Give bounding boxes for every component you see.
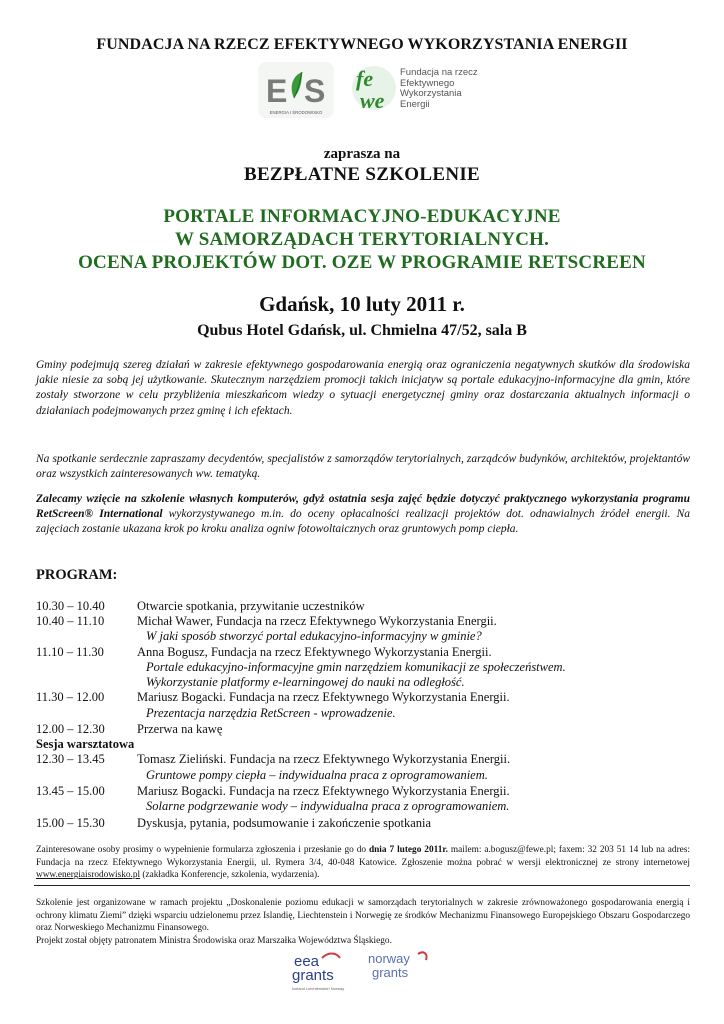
intro-paragraph-1: Gminy podejmują szereg działań w zakresie efektywnego gospodarowania energią oraz ograniczenia negatywnych skutków dla środowiska jakie niesie za sobą jej użytkowanie. Skutecznym narzędziem promocji takich inicjatyw są portale edukacyjno-informacyjne dla gmin, które zostały stworzone w celu przybliżenia mieszkańcom wiedzy o sytuacji energetycznej gminy oraz dostarczania aktualnych informacji o działaniach podejmowanych przez gminę i ich efektach. (36, 359, 690, 417)
norway-logo-word: norway (368, 951, 410, 966)
program-desc: Dyskusja, pytania, podsumowanie i zakończenie spotkania (137, 816, 432, 830)
fewe-logo-line: Efektywnego (400, 77, 455, 89)
registration-text: (zakładka Konferencje, szkolenia, wydarzenia). (140, 870, 320, 881)
registration-deadline: dnia 7 lutego 2011r. (368, 845, 448, 855)
fewe-logo-line: Energii (400, 98, 430, 110)
norway-grants-logo (366, 948, 432, 984)
program-topic: Gruntowe pompy ciepła – indywidualna praca z oprogramowaniem. (146, 768, 488, 782)
invite-line: zaprasza na (323, 146, 401, 162)
program-time: 12.30 – 13.45 (36, 752, 105, 766)
program-heading: PROGRAM: (36, 567, 118, 583)
training-subtitle: BEZPŁATNE SZKOLENIE (243, 164, 481, 185)
event-title-line-2: W SAMORZĄDACH TERYTORIALNYCH. (174, 229, 550, 250)
eea-logo-word: grants (292, 967, 334, 984)
registration-text: Zainteresowane osoby prosimy o wypełnienie formularza zgłoszenia i przesłanie go do (36, 845, 369, 855)
svg-text:S: S (304, 73, 326, 109)
eea-logo-caption: Iceland Liechtenstein Norway (292, 986, 345, 991)
intro-paragraph-2: Na spotkanie serdecznie zapraszamy decydentów, specjalistów z samorządów terytorialnych, zarządców budynków, architektów, projektantów oraz wszystkich zainteresowanych ww. tematyką. (36, 453, 690, 481)
project-info (36, 897, 690, 947)
retscreen-description: wykorzystywanego m.in. do oceny opłacalności realizacji projektów dot. odnawialnych źródeł energii. Na zajęciach zostanie ukazana krok po kroku analiza ogniw fotowoltaicznych oraz gruntowych pomp ciepła. (36, 508, 690, 536)
fewe-logo-line: Wykorzystania (400, 88, 462, 99)
website-link[interactable]: www.energiaisrodowisko.pl (36, 870, 141, 881)
program-desc: Mariusz Bogacki. Fundacja na rzecz Efektywnego Wykorzystania Energii. (137, 784, 510, 798)
svg-text:fe: fe (356, 66, 374, 91)
program-desc: Michał Wawer, Fundacja na rzecz Efektywnego Wykorzystania Energii. (137, 614, 497, 628)
event-venue: Qubus Hotel Gdańsk, ul. Chmielna 47/52, sala B (197, 322, 527, 339)
svg-text:we: we (360, 88, 385, 113)
fewe-emblem-icon (350, 60, 398, 120)
patronage-note: Projekt został objęty patronatem Ministra Środowiska oraz Marszałka Województwa Śląskiego. (36, 935, 392, 946)
energia-srodowisko-logo (256, 58, 336, 122)
program-desc: Anna Bogusz, Fundacja na rzecz Efektywnego Wykorzystania Energii. (137, 645, 492, 659)
program-time: 12.00 – 12.30 (36, 722, 105, 736)
eea-grants-logo (288, 948, 354, 994)
eea-logo-word: eea (294, 953, 320, 970)
program-desc: Otwarcie spotkania, przywitanie uczestników (137, 599, 365, 613)
laptop-notice: Zalecamy wzięcie na szkolenie własnych komputerów, gdyż ostatnia sesja zajęć będzie dotyczyć praktycznego wykorzystania programu RetScreen® International (36, 493, 690, 521)
program-time: 15.00 – 15.30 (36, 816, 105, 830)
program-topic: Solarne podgrzewanie wody – indywidualna praca z oprogramowaniem. (146, 799, 510, 813)
program-topic: W jaki sposób stworzyć portal edukacyjno-informacyjny w gminie? (146, 629, 482, 643)
event-title-line-3: OCENA PROJEKTÓW DOT. OZE W PROGRAMIE RETSCREEN (78, 252, 646, 273)
program-desc: Tomasz Zieliński. Fundacja na rzecz Efektywnego Wykorzystania Energii. (137, 752, 511, 766)
program-time: 10.40 – 11.10 (36, 614, 105, 628)
program-time: 13.45 – 15.00 (36, 784, 105, 798)
program-time: 11.30 – 12.00 (36, 690, 105, 704)
program-desc: Mariusz Bogacki. Fundacja na rzecz Efektywnego Wykorzystania Energii. (137, 690, 510, 704)
program-topic: Prezentacja narzędzia RetScreen - wprowadzenie. (146, 706, 396, 720)
intro-paragraph-3 (36, 492, 690, 538)
program-topic: Portale edukacyjno-informacyjne gmin narzędziem komunikacji ze społeczeństwem. (146, 660, 566, 674)
program-time: 10.30 – 10.40 (36, 599, 105, 613)
program-time: 11.10 – 11.30 (36, 645, 104, 659)
footer-divider (34, 885, 690, 886)
program-topic: Wykorzystanie platformy e-learningowej do nauki na odległość. (146, 675, 465, 689)
registration-info (36, 844, 690, 882)
fewe-logo-line: Fundacja na rzecz (400, 67, 478, 78)
fewe-logo (350, 58, 490, 122)
program-desc: Przerwa na kawę (137, 722, 223, 736)
es-logo-caption: ENERGIA I ŚRODOWISKO (269, 110, 323, 115)
project-description: Szkolenie jest organizowane w ramach projektu „Doskonalenie poziomu edukacji w samorządach terytorialnych w zakresie zrównoważonego gospodarowania energią i ochrony klimatu Ziemi” dzięki wsparciu udzielonemu przez Islandię, Liechtenstein i Norwegię ze środków Mechanizmu Finansowego Europejskiego Obszaru Gospodarczego oraz Norweskiego Mechanizmu Finansowego. (36, 898, 690, 934)
svg-text:E: E (266, 73, 288, 109)
registration-text: mailem: a.bogusz@fewe.pl; faxem: 32 203 51 14 lub na adres: Fundacja na rzecz Efektywnego Wykorzystania Energii, ul. Rymera 3/4, 40-048 Katowice. Zgłoszenie można pobrać w wersji elektronicznej ze strony internetowej (36, 845, 690, 868)
workshop-session-label: Sesja warsztatowa (36, 737, 135, 751)
org-header: FUNDACJA NA RZECZ EFEKTYWNEGO WYKORZYSTANIA ENERGII (96, 36, 628, 53)
event-date: Gdańsk, 10 luty 2011 r. (259, 292, 465, 316)
event-title-line-1: PORTALE INFORMACYJNO-EDUKACYJNE (163, 206, 561, 227)
norway-logo-word: grants (372, 965, 409, 980)
